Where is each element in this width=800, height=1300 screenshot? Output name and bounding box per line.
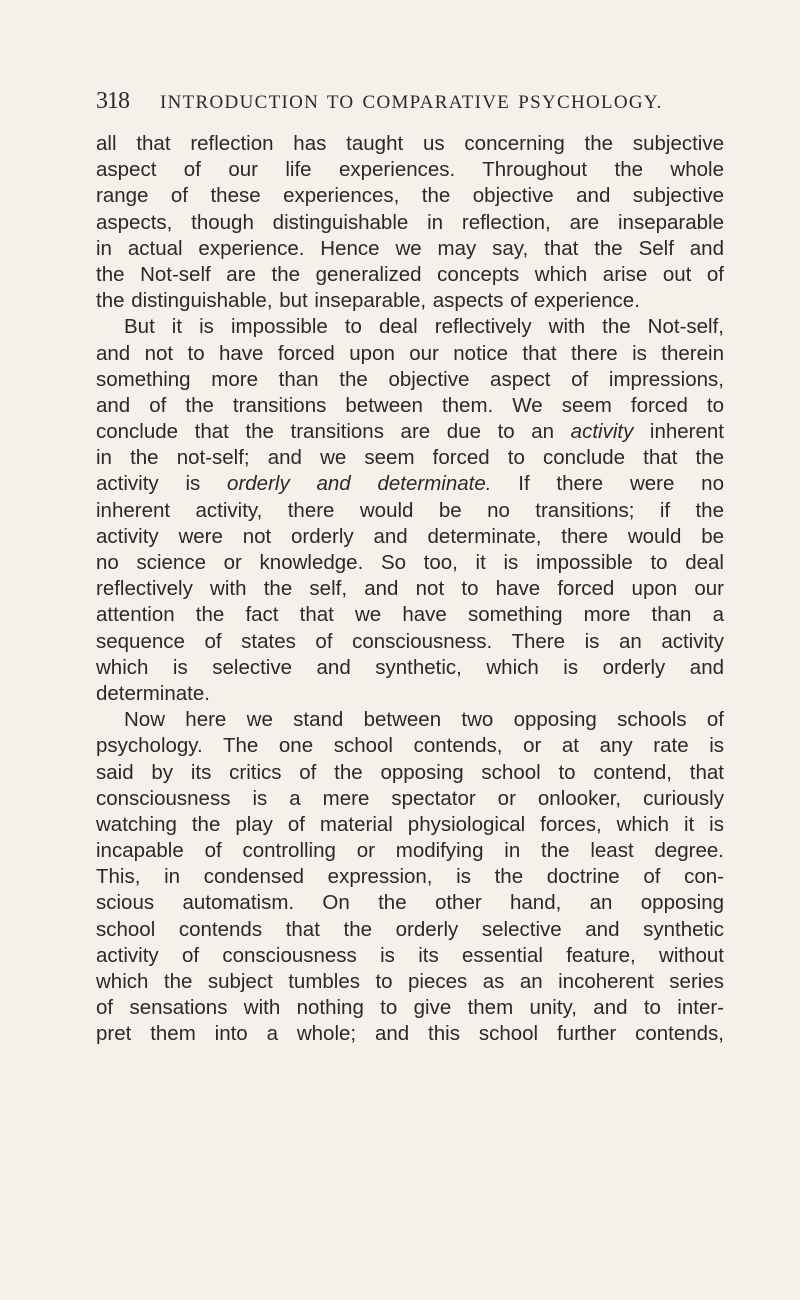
text-line: all that reflection has taught us concerning the subjective <box>96 132 724 155</box>
text-line: and not to have forced upon our notice that there is therein <box>96 341 724 365</box>
line-text-before: conclude that the transitions are due to an <box>96 420 571 444</box>
text-line: in the not-self; and we seem forced to conclude that the <box>96 446 724 470</box>
text-line: incapable of controlling or modifying in the least degree. <box>96 839 724 863</box>
paragraph-start-line: But it is impossible to deal reflectively with the Not-self, <box>124 315 724 339</box>
text-line: the Not-self are the generalized concepts which arise out of <box>96 262 724 286</box>
text-line: aspects, though distinguishable in reflection, are inseparable <box>96 210 724 234</box>
text-line: the distinguishable, but inseparable, aspects of experience. <box>96 289 640 313</box>
body-text <box>96 131 724 1048</box>
running-head <box>96 88 724 115</box>
book-page <box>96 88 724 1048</box>
text-line: and of the transitions between them. We seem forced to <box>96 393 724 417</box>
line-text-after: inherent <box>633 420 725 444</box>
page-number: 318 <box>96 88 129 114</box>
text-line: aspect of our life experiences. Throughout the whole <box>96 158 724 182</box>
text-line: attention the fact that we have something more than a <box>96 603 724 627</box>
text-line: which is selective and synthetic, which is orderly and <box>96 655 724 679</box>
running-head-title: INTRODUCTION TO COMPARATIVE PSYCHOLOGY. <box>160 92 663 113</box>
text-line: sequence of states of consciousness. There is an activity <box>96 629 724 653</box>
text-line: determinate. <box>96 681 210 705</box>
text-line: of sensations with nothing to give them unity, and to inter- <box>96 996 724 1020</box>
text-line: psychology. The one school contends, or at any rate is <box>96 734 724 758</box>
text-line: school contends that the orderly selective and synthetic <box>96 917 724 941</box>
text-line: range of these experiences, the objective and subjective <box>96 184 724 208</box>
text-line: which the subject tumbles to pieces as an incoherent series <box>96 970 724 993</box>
text-line: pret them into a whole; and this school further contends, <box>96 1022 724 1046</box>
italic-emphasis: orderly and determinate. <box>227 472 492 496</box>
text-line: in actual experience. Hence we may say, that the Self and <box>96 236 724 260</box>
text-line: something more than the objective aspect of impressions, <box>96 367 724 391</box>
text-line: watching the play of material physiological forces, which it is <box>96 812 724 836</box>
text-line: activity of consciousness is its essential feature, without <box>96 943 724 967</box>
text-line: scious automatism. On the other hand, an opposing <box>96 891 724 915</box>
text-line-with-emphasis <box>96 471 724 497</box>
text-line-with-emphasis <box>96 419 724 445</box>
paragraph-start-line: Now here we stand between two opposing schools of <box>124 708 724 732</box>
text-line: consciousness is a mere spectator or onlooker, curiously <box>96 786 724 810</box>
line-text-after: If there were no <box>491 472 724 496</box>
text-line: inherent activity, there would be no transitions; if the <box>96 498 724 522</box>
text-line: activity were not orderly and determinate, there would be <box>96 524 724 548</box>
text-line: no science or knowledge. So too, it is impossible to deal <box>96 551 724 574</box>
line-text-before: activity is <box>96 472 228 496</box>
text-line: said by its critics of the opposing school to contend, that <box>96 760 724 784</box>
italic-emphasis: activity <box>570 420 634 444</box>
text-line: This, in condensed expression, is the doctrine of con- <box>96 865 724 889</box>
text-line: reflectively with the self, and not to have forced upon our <box>96 577 724 601</box>
